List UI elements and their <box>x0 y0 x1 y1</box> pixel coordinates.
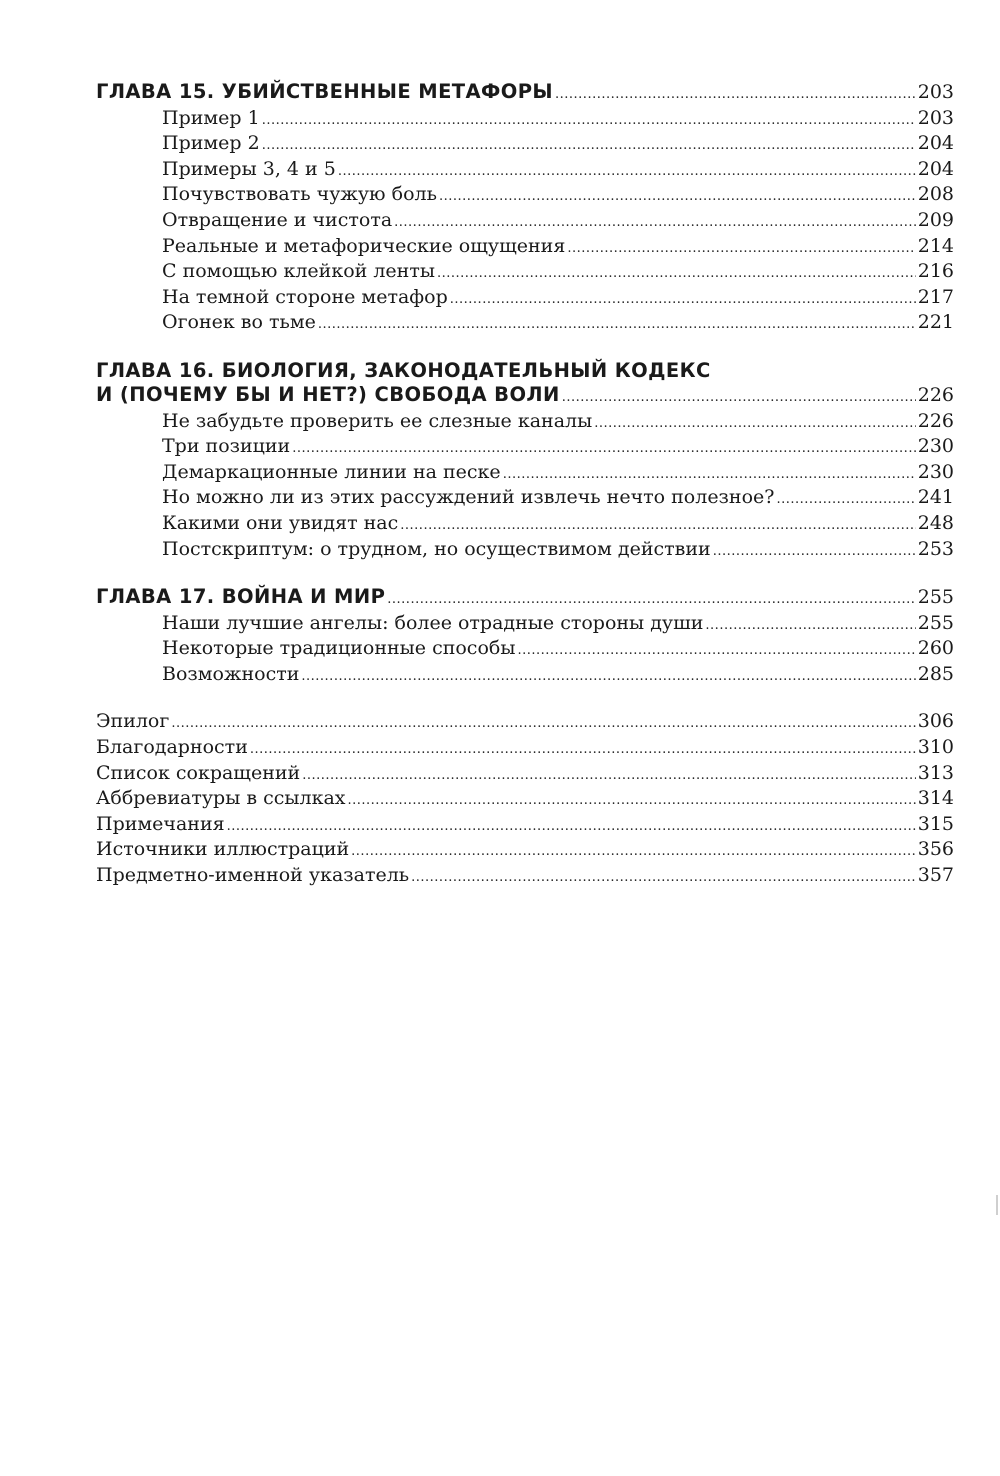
entry-title: Отвращение и чистота <box>162 208 393 231</box>
dot-leader <box>400 512 915 538</box>
dot-leader <box>394 209 916 235</box>
toc-entry <box>96 512 954 538</box>
toc-entry <box>96 612 954 638</box>
backmatter-entry <box>96 787 954 813</box>
chapter-heading <box>96 585 954 612</box>
toc-entry <box>96 538 954 564</box>
toc-entry <box>96 158 954 184</box>
entry-title: Предметно-именной указатель <box>96 864 410 887</box>
entry-title: Эпилог <box>96 710 170 733</box>
toc-entry <box>96 637 954 663</box>
dot-leader <box>302 762 916 788</box>
entry-title: С помощью клейкой ленты <box>162 260 435 283</box>
page-number: 310 <box>917 736 954 759</box>
page-number: 208 <box>917 183 954 206</box>
dot-leader <box>705 612 915 638</box>
entry-title: Демаркационные линии на песке <box>162 460 501 483</box>
page-number: 315 <box>917 812 954 835</box>
backmatter-entry <box>96 710 954 736</box>
dot-leader <box>338 158 916 184</box>
dot-leader <box>387 586 915 612</box>
dot-leader <box>567 235 915 261</box>
page-number: 248 <box>917 511 954 534</box>
backmatter-entry <box>96 864 954 890</box>
dot-leader <box>250 736 916 762</box>
chapter-title: И (ПОЧЕМУ БЫ И НЕТ?) СВОБОДА ВОЛИ <box>96 382 560 406</box>
dot-leader <box>171 710 915 736</box>
page-number: 255 <box>917 611 954 634</box>
dot-leader <box>517 637 915 663</box>
entry-title: Примеры 3, 4 и 5 <box>162 157 336 180</box>
backmatter-entry <box>96 736 954 762</box>
page-number: 306 <box>917 710 954 733</box>
chapter-title: ГЛАВА 15. УБИЙСТВЕННЫЕ МЕТАФОРЫ <box>96 80 554 103</box>
page-number: 230 <box>917 460 954 483</box>
page-number: 217 <box>917 285 954 308</box>
chapter-title: ГЛАВА 17. ВОЙНА И МИР <box>96 585 386 609</box>
backmatter-entry <box>96 813 954 839</box>
dot-leader <box>292 435 916 461</box>
dot-leader <box>503 461 916 487</box>
toc-entry <box>96 183 954 209</box>
page-number: 226 <box>917 409 954 432</box>
toc-entry <box>96 486 954 512</box>
toc-entry <box>96 311 954 337</box>
dot-leader <box>262 107 916 133</box>
dot-leader <box>351 838 916 864</box>
entry-title: Аббревиатуры в ссылках <box>96 787 346 810</box>
entry-title: Список сокращений <box>96 761 301 784</box>
dot-leader <box>262 132 916 158</box>
page-number: 204 <box>917 132 954 155</box>
page-number: 285 <box>917 662 954 685</box>
page-number: 226 <box>917 383 954 406</box>
entry-title: Возможности <box>162 662 300 685</box>
chapter-title-line: ГЛАВА 16. БИОЛОГИЯ, ЗАКОНОДАТЕЛЬНЫЙ КОДЕКС <box>96 358 711 382</box>
dot-leader <box>301 663 915 689</box>
entry-title: Примечания <box>96 812 225 835</box>
dot-leader <box>437 260 916 286</box>
dot-leader <box>318 311 916 337</box>
entry-title: Реальные и метафорические ощущения <box>162 234 566 257</box>
toc-entry <box>96 410 954 436</box>
backmatter-entry <box>96 838 954 864</box>
entry-title: Некоторые традиционные способы <box>162 637 516 660</box>
page-number: 357 <box>917 864 954 887</box>
entry-title: Пример 2 <box>162 132 260 155</box>
scan-edge-mark <box>996 1195 998 1215</box>
entry-title: На темной стороне метафор <box>162 285 448 308</box>
dot-leader <box>594 410 916 436</box>
page-number: 314 <box>917 787 954 810</box>
chapter-heading <box>96 80 954 107</box>
page-number: 255 <box>917 586 954 609</box>
dot-leader <box>439 183 916 209</box>
entry-title: Не забудьте проверить ее слезные каналы <box>162 409 593 432</box>
entry-title: Но можно ли из этих рассуждений извлечь нечто полезное? <box>162 486 775 509</box>
toc-entry <box>96 461 954 487</box>
dot-leader <box>562 384 916 410</box>
dot-leader <box>411 864 916 890</box>
toc-entry <box>96 235 954 261</box>
entry-title: Постскриптум: о трудном, но осуществимом действии <box>162 537 711 560</box>
entry-title: Огонек во тьме <box>162 311 316 334</box>
dot-leader <box>776 486 915 512</box>
entry-title: Какими они увидят нас <box>162 511 399 534</box>
entry-title: Благодарности <box>96 736 248 759</box>
page-number: 241 <box>917 486 954 509</box>
dot-leader <box>348 787 916 813</box>
page-number: 209 <box>917 208 954 231</box>
page-number: 230 <box>917 435 954 458</box>
entry-title: Почувствовать чужую боль <box>162 183 437 206</box>
dot-leader <box>555 81 916 107</box>
backmatter-block <box>96 710 954 889</box>
toc-entry <box>96 107 954 133</box>
page-number: 260 <box>917 637 954 660</box>
entry-title: Источники иллюстраций <box>96 838 350 861</box>
page-number: 313 <box>917 761 954 784</box>
chapter-block <box>96 585 954 688</box>
entry-title: Три позиции <box>162 435 291 458</box>
chapter-heading <box>96 383 954 410</box>
dot-leader <box>713 538 916 564</box>
page-number: 216 <box>917 260 954 283</box>
dot-leader <box>227 813 916 839</box>
chapter-block <box>96 80 954 337</box>
page-number: 214 <box>917 234 954 257</box>
toc-entry <box>96 286 954 312</box>
dot-leader <box>450 286 916 312</box>
backmatter-entry <box>96 762 954 788</box>
page-number: 221 <box>917 311 954 334</box>
toc-entry <box>96 260 954 286</box>
page-number: 253 <box>917 537 954 560</box>
toc-entry <box>96 209 954 235</box>
toc-entry <box>96 435 954 461</box>
toc-entry <box>96 132 954 158</box>
entry-title: Пример 1 <box>162 106 260 129</box>
page-number: 356 <box>917 838 954 861</box>
chapter-block <box>96 359 954 563</box>
entry-title: Наши лучшие ангелы: более отрадные стороны души <box>162 611 704 634</box>
page-number: 204 <box>917 157 954 180</box>
table-of-contents <box>96 80 954 890</box>
page-number: 203 <box>917 106 954 129</box>
page-number: 203 <box>917 81 954 103</box>
toc-entry <box>96 663 954 689</box>
